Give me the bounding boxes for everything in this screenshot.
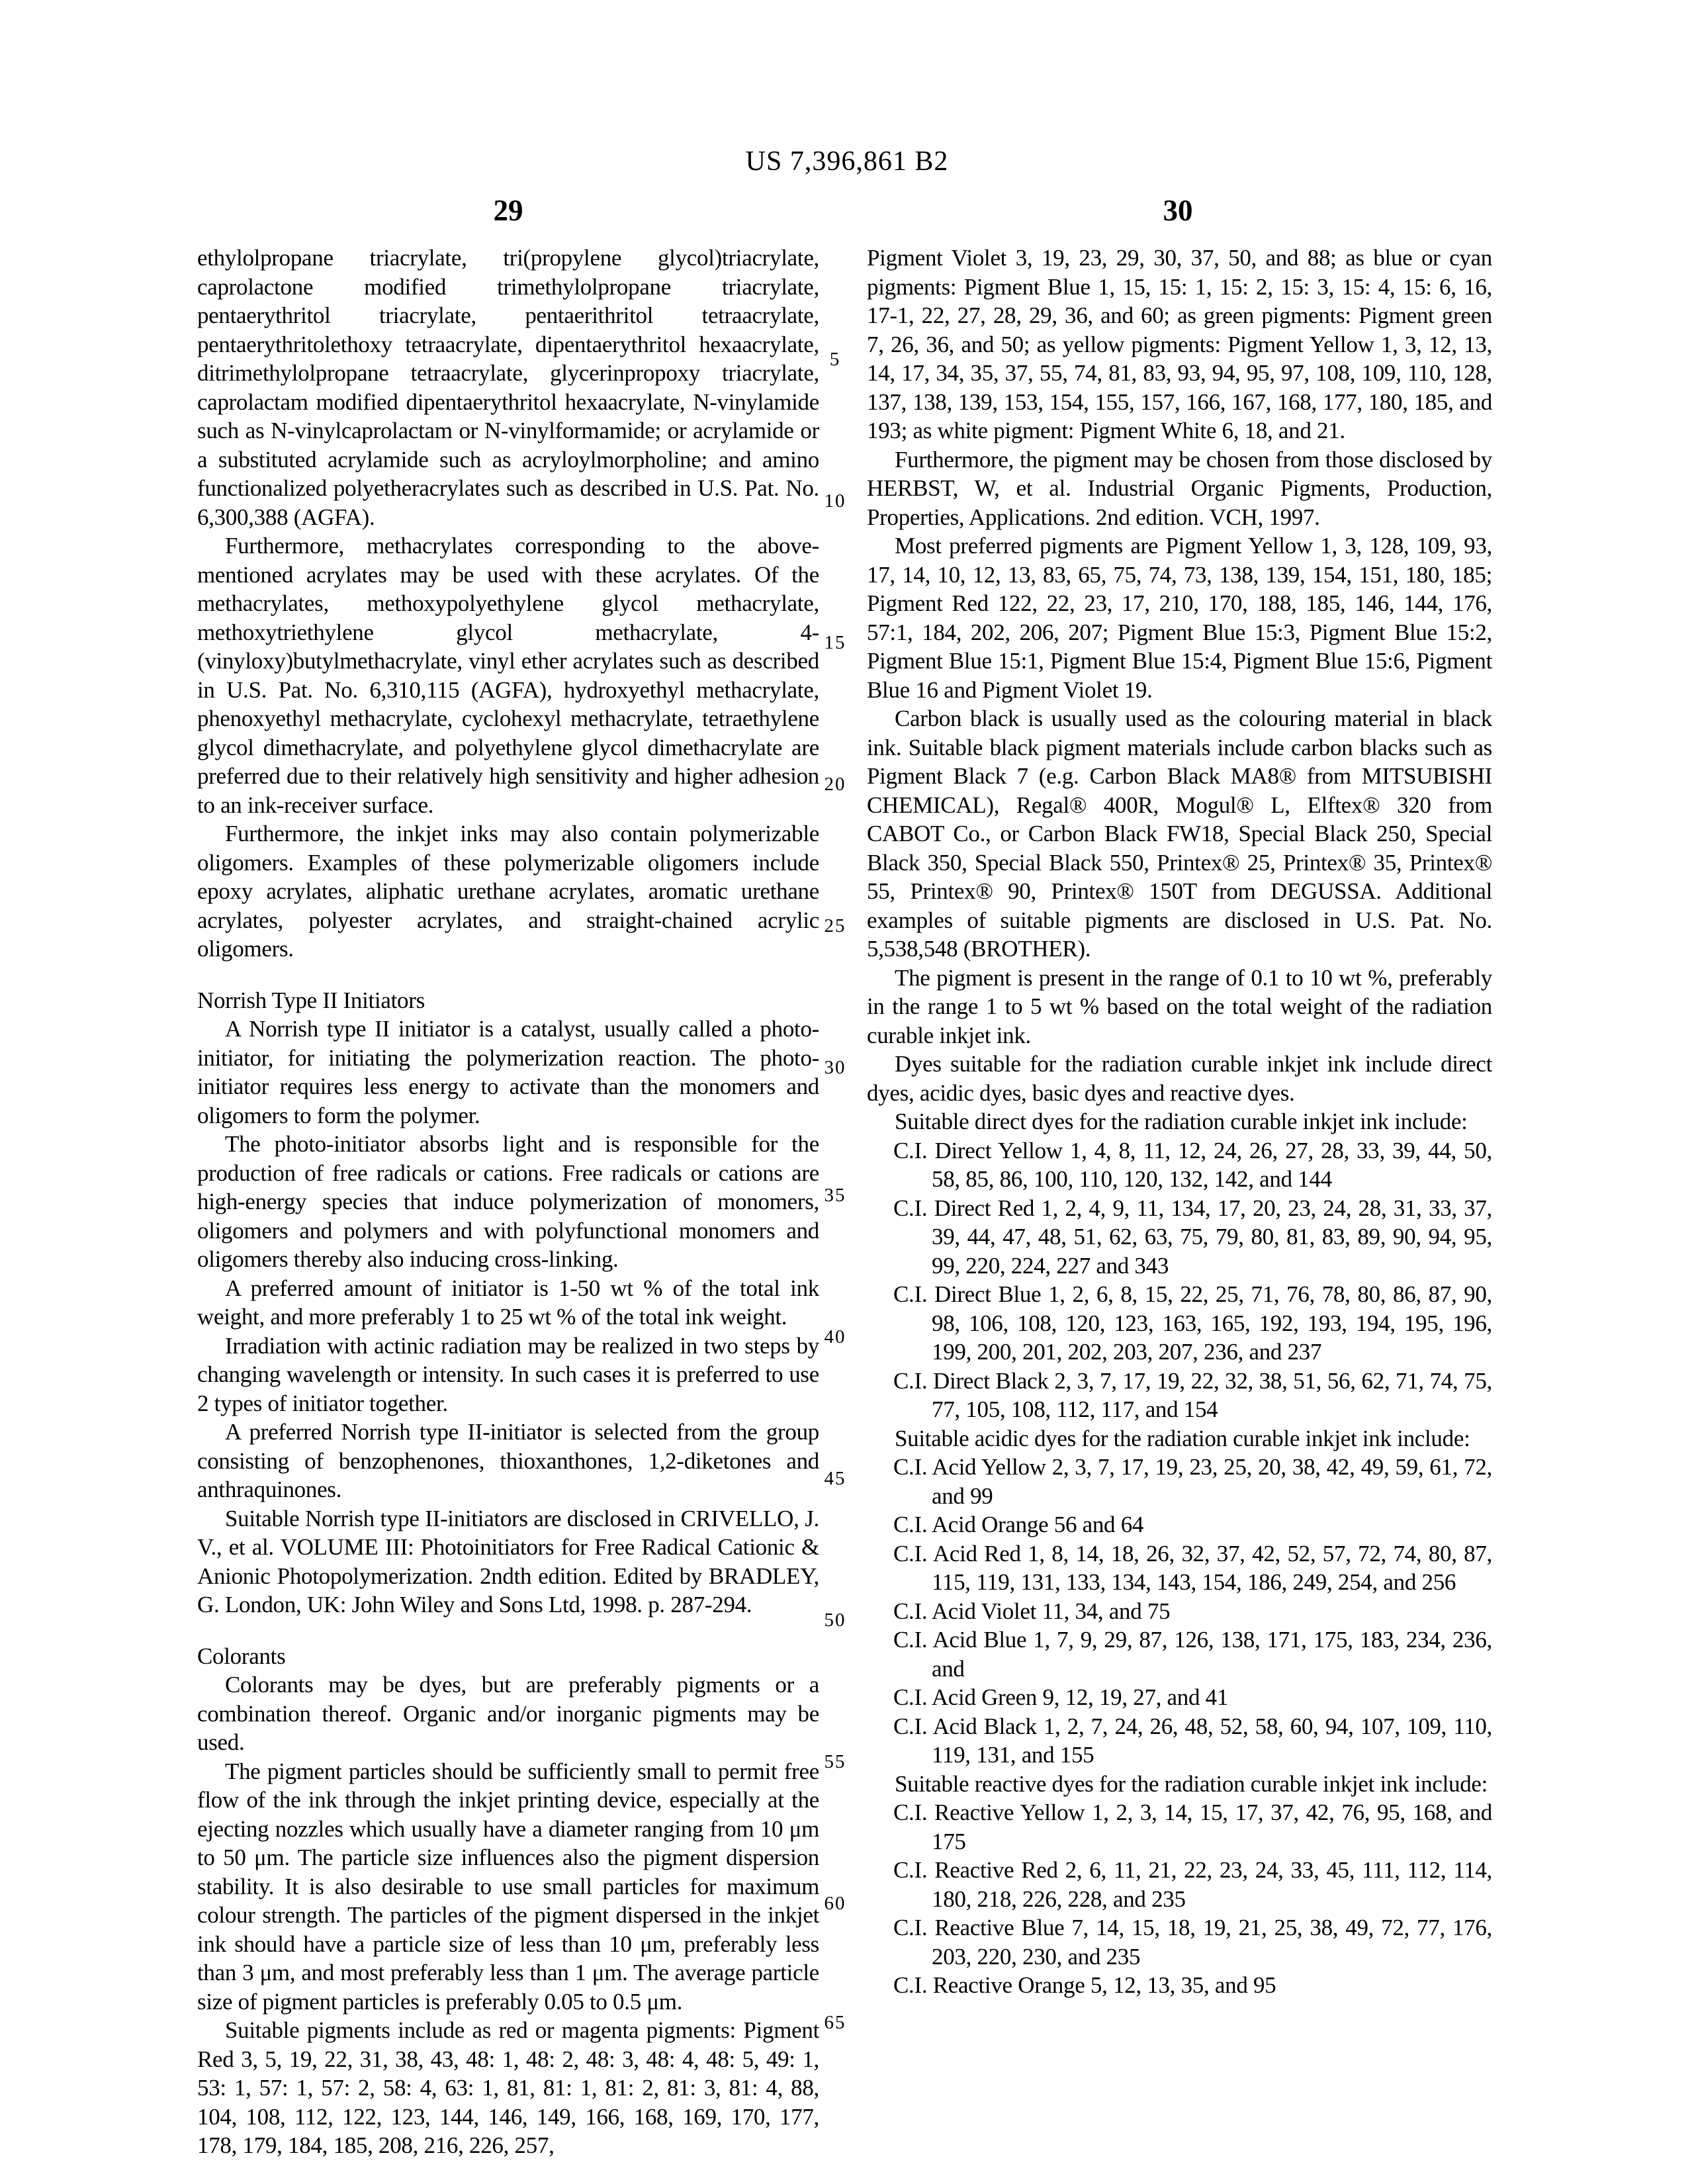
ci-list-item: C.I. Acid Black 1, 2, 7, 24, 26, 48, 52, 58, 60, 94, 107, 109, 110, 119, 131, and 155 (893, 1713, 1492, 1768)
paragraph: Suitable pigments include as red or magenta pigments: Pigment Red 3, 5, 19, 22, 31, 38, 43, 48: 1, 48: 2, 48: 3, 48: 4, 48: 5, 49: 1, 53: 1, 57: 1, 57: 2, 58: 4, 63: 1, 81, 81: 1, 81: 2, 81: 3, 81: 4, 88, 104, 108, 112, 122, 123, 144, 146, 149, 166, 168, 169, 170, 177, 178, 179, 184, 185, 208, 216, 226, 257, (197, 2017, 819, 2158)
paragraph: Furthermore, the inkjet inks may also contain polymerizable oligomers. Examples of these polymerizable oligomers include epoxy acrylates, aliphatic urethane acrylates, aromatic urethane acrylates, polyester acrylates, and straight-chained acrylic oligomers. (197, 821, 819, 962)
line-number: 35 (824, 1185, 846, 1206)
line-number: 60 (824, 1893, 846, 1914)
line-number: 50 (824, 1610, 846, 1631)
line-number: 20 (824, 774, 846, 795)
line-number: 40 (824, 1326, 846, 1347)
paragraph: A preferred Norrish type II-initiator is selected from the group consisting of benzophenones, thioxanthones, 1,2-diketones and anthraquinones. (197, 1419, 819, 1502)
paragraph: Dyes suitable for the radiation curable inkjet ink include direct dyes, acidic dyes, basic dyes and reactive dyes. (867, 1051, 1492, 1106)
paragraph: Furthermore, methacrylates corresponding to the above-mentioned acrylates may be used with these acrylates. Of the methacrylates, methoxypolyethylene glycol methacrylate, methoxytriethylene glycol methacrylate, 4-(vinyloxy)butylmethacrylate, vinyl ether acrylates such as described in U.S. Pat. No. 6,310,115 (AGFA), hydroxyethyl methacrylate, phenoxyethyl methacrylate, cyclohexyl methacrylate, tetraethylene glycol dimethacrylate, and polyethylene glycol dimethacrylate are preferred due to their relatively high sensitivity and higher adhesion to an ink-receiver surface. (197, 533, 819, 818)
paragraph: Suitable direct dyes for the radiation curable inkjet ink include: (895, 1109, 1468, 1134)
ci-list-item: C.I. Acid Violet 11, 34, and 75 (893, 1598, 1171, 1624)
right-column (867, 244, 1492, 2000)
line-number: 45 (824, 1468, 846, 1489)
ci-list-item: C.I. Direct Red 1, 2, 4, 9, 11, 134, 17, 20, 23, 24, 28, 31, 33, 37, 39, 44, 47, 48, 51, 62, 63, 75, 79, 80, 81, 83, 89, 90, 94, 95, 99, 220, 224, 227 and 343 (893, 1195, 1492, 1279)
ci-list-item: C.I. Reactive Orange 5, 12, 13, 35, and 95 (893, 1972, 1276, 1998)
paragraph: ethylolpropane triacrylate, tri(propylene glycol)triacrylate, caprolactone modified trimethylolpropane triacrylate, pentaerythritol triacrylate, pentaerithritol tetraacrylate, pentaerythritolethoxy tetraacrylate, dipentaerythritol hexaacrylate, ditrimethylolpropane tetraacrylate, glycerinpropoxy triacrylate, caprolactam modified dipentaerythritol hexaacrylate, N-vinylamide such as N-vinylcaprolactam or N-vinylformamide; or acrylamide or a substituted acrylamide such as acryloylmorpholine; and amino functionalized polyetheracrylates such as described in U.S. Pat. No. 6,300,388 (AGFA). (197, 245, 819, 530)
paragraph: Pigment Violet 3, 19, 23, 29, 30, 37, 50, and 88; as blue or cyan pigments: Pigment Blue 1, 15, 15: 1, 15: 2, 15: 3, 15: 4, 15: 6, 16, 17-1, 22, 27, 28, 29, 36, and 60; as green pigments: Pigment green 7, 26, 36, and 50; as yellow pigments: Pigment Yellow 1, 3, 12, 13, 14, 17, 34, 35, 37, 55, 74, 81, 83, 93, 94, 95, 97, 108, 109, 110, 128, 137, 138, 139, 153, 154, 155, 157, 166, 167, 168, 177, 180, 185, and 193; as white pigment: Pigment White 6, 18, and 21. (867, 245, 1492, 443)
line-number: 65 (824, 2012, 846, 2033)
ci-list-item: C.I. Direct Blue 1, 2, 6, 8, 15, 22, 25, 71, 76, 78, 80, 86, 87, 90, 98, 106, 108, 120, 123, 163, 165, 192, 193, 194, 195, 196, 199, 200, 201, 202, 203, 207, 236, and 237 (893, 1281, 1492, 1365)
paragraph: A Norrish type II initiator is a catalyst, usually called a photo-initiator, for initiating the polymerization reaction. The photo-initiator requires less energy to activate than the monomers and oligomers to form the polymer. (197, 1016, 819, 1128)
paragraph: Suitable reactive dyes for the radiation curable inkjet ink include: (895, 1770, 1488, 1797)
paragraph: The pigment particles should be sufficiently small to permit free flow of the ink through the inkjet printing device, especially at the ejecting nozzles which usually have a diameter ranging from 10 μm to 50 μm. The particle size influences also the pigment dispersion stability. It is also desirable to use small particles for maximum colour strength. The particles of the pigment dispersed in the inkjet ink should have a particle size of less than 10 μm, preferably less than 3 μm, and most preferably less than 1 μm. The average particle size of pigment particles is preferably 0.05 to 0.5 μm. (197, 1758, 819, 2015)
line-number: 55 (824, 1751, 846, 1772)
ci-list-item: C.I. Reactive Red 2, 6, 11, 21, 22, 23, 24, 33, 45, 111, 112, 114, 180, 218, 226, 228, and 235 (893, 1857, 1492, 1912)
ci-list-item: C.I. Acid Red 1, 8, 14, 18, 26, 32, 37, 42, 52, 57, 72, 74, 80, 87, 115, 119, 131, 133, 134, 143, 154, 186, 249, 254, and 256 (893, 1540, 1492, 1595)
ci-list-item: C.I. Acid Blue 1, 7, 9, 29, 87, 126, 138, 171, 175, 183, 234, 236, and (893, 1627, 1492, 1682)
ci-list-item: C.I. Direct Yellow 1, 4, 8, 11, 12, 24, 26, 27, 28, 33, 39, 44, 50, 58, 85, 86, 100, 110, 120, 132, 142, and 144 (893, 1137, 1492, 1192)
ci-list-item: C.I. Acid Green 9, 12, 19, 27, and 41 (893, 1684, 1229, 1710)
paragraph: Suitable acidic dyes for the radiation curable inkjet ink include: (895, 1425, 1470, 1451)
line-number: 5 (829, 349, 841, 370)
patent-number: US 7,396,861 B2 (745, 146, 949, 177)
line-number: 25 (824, 915, 846, 936)
line-number: 15 (824, 632, 846, 653)
line-number: 30 (824, 1057, 846, 1078)
paragraph: Irradiation with actinic radiation may be realized in two steps by changing wavelength or intensity. In such cases it is preferred to use 2 types of initiator together. (197, 1332, 819, 1416)
section-heading: Norrish Type II Initiators (197, 987, 425, 1013)
ci-list-item: C.I. Reactive Blue 7, 14, 15, 18, 19, 21, 25, 38, 49, 72, 77, 176, 203, 220, 230, and 235 (893, 1915, 1492, 1970)
paragraph: A preferred amount of initiator is 1-50 wt % of the total ink weight, and more preferably 1 to 25 wt % of the total ink weight. (197, 1275, 819, 1330)
paragraph: Furthermore, the pigment may be chosen from those disclosed by HERBST, W, et al. Industrial Organic Pigments, Production, Properties, Applications. 2nd edition. VCH, 1997. (867, 446, 1492, 530)
paragraph: Colorants may be dyes, but are preferably pigments or a combination thereof. Organic and/or inorganic pigments may be used. (197, 1672, 819, 1755)
paragraph: Most preferred pigments are Pigment Yellow 1, 3, 128, 109, 93, 17, 14, 10, 12, 13, 83, 65, 75, 74, 73, 138, 139, 154, 151, 180, 185; Pigment Red 122, 22, 23, 17, 210, 170, 188, 185, 146, 144, 176, 57:1, 184, 202, 206, 207; Pigment Blue 15:3, Pigment Blue 15:2, Pigment Blue 15:1, Pigment Blue 15:4, Pigment Blue 15:6, Pigment Blue 16 and Pigment Violet 19. (867, 533, 1492, 703)
paragraph: Carbon black is usually used as the colouring material in black ink. Suitable black pigment materials include carbon blacks such as Pigment Black 7 (e.g. Carbon Black MA8® from MITSUBISHI CHEMICAL), Regal® 400R, Mogul® L, Elftex® 320 from CABOT Co., or Carbon Black FW18, Special Black 250, Special Black 350, Special Black 550, Printex® 25, Printex® 35, Printex® 55, Printex® 90, Printex® 150T from DEGUSSA. Additional examples of suitable pigments are disclosed in U.S. Pat. No. 5,538,548 (BROTHER). (867, 705, 1492, 962)
line-number: 10 (824, 490, 846, 512)
ci-list-item: C.I. Direct Black 2, 3, 7, 17, 19, 22, 32, 38, 51, 56, 62, 71, 74, 75, 77, 105, 108, 112, 117, and 154 (893, 1367, 1492, 1422)
paragraph: The pigment is present in the range of 0.1 to 10 wt %, preferably in the range 1 to 5 wt % based on the total weight of the radiation curable inkjet ink. (867, 964, 1492, 1048)
ci-list-item: C.I. Acid Yellow 2, 3, 7, 17, 19, 23, 25, 20, 38, 42, 49, 59, 61, 72, and 99 (893, 1454, 1492, 1509)
ci-list-item: C.I. Acid Orange 56 and 64 (893, 1512, 1144, 1537)
ci-list-item: C.I. Reactive Yellow 1, 2, 3, 14, 15, 17, 37, 42, 76, 95, 168, and 175 (893, 1799, 1492, 1854)
left-column-number: 29 (493, 194, 523, 227)
paragraph: Suitable Norrish type II-initiators are disclosed in CRIVELLO, J. V., et al. VOLUME III: Photoinitiators for Free Radical Cationic & Anionic Photopolymerization. 2ndth edition. Edited by BRADLEY, G. London, UK: John Wiley and Sons Ltd, 1998. p. 287-294. (197, 1505, 819, 1617)
paragraph: The photo-initiator absorbs light and is responsible for the production of free radicals or cations. Free radicals or cations are high-energy species that induce polymerization of monomers, oligomers and polymers and with polyfunctional monomers and oligomers thereby also inducing cross-linking. (197, 1131, 819, 1272)
left-column (197, 244, 819, 2160)
right-column-number: 30 (1163, 194, 1193, 227)
section-heading: Colorants (197, 1643, 286, 1669)
